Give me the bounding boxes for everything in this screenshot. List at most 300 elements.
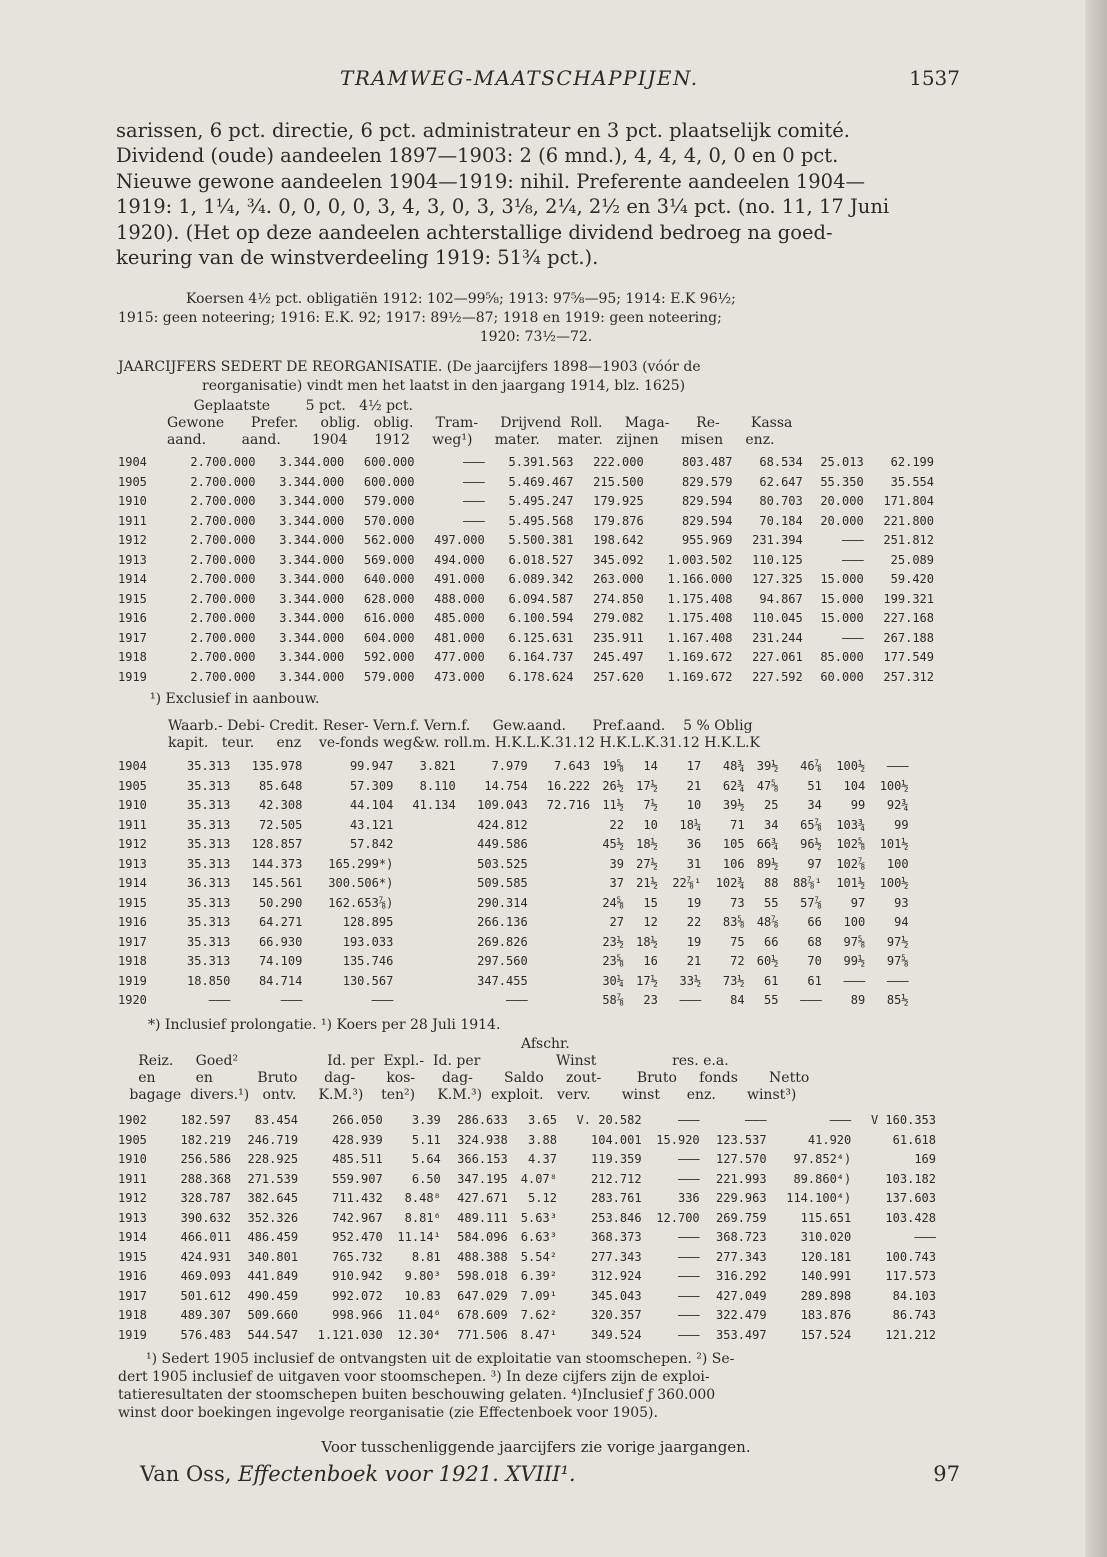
table-row [116, 1131, 938, 1151]
table-cell: 20.000 [820, 494, 864, 508]
table-row [116, 590, 936, 610]
row-year: 1905 [118, 474, 147, 489]
table-cell: 559.907 [332, 1171, 383, 1186]
table-cell: ——— [800, 993, 822, 1007]
table-cell: 72.716 [546, 798, 591, 812]
table-cell: 366.153 [457, 1152, 508, 1166]
table-cell: 235.911 [593, 630, 644, 645]
koersen-line: 1915: geen noteering; 1916: E.K. 92; 1917: 89½—87; 1918 en 1919: geen noteering; [118, 310, 722, 326]
table-cell: 183.876 [800, 1308, 852, 1322]
table-row [116, 609, 936, 629]
row-year: 1916 [118, 1269, 147, 1283]
table-cell [395, 933, 457, 953]
table-cell: 99½ [843, 954, 866, 968]
table-cell: 6.63³ [520, 1230, 557, 1244]
footer-book-title: Effectenboek voor 1921. XVIII¹. [238, 1462, 576, 1486]
table-cell: 39½ [722, 798, 745, 812]
table2-header-line: Waarb.- Debi- Credit. Reser- Vern.f. Vern.f. Gew.aand. Pref.aand. 5 % Oblig [168, 718, 753, 734]
row-year: 1915 [118, 1249, 147, 1264]
table-cell: 99 [894, 817, 909, 832]
table-row [116, 1150, 938, 1170]
table-cell: 263.000 [593, 572, 644, 586]
table-cell: 765.732 [332, 1249, 383, 1264]
table-cell: 2.700.000 [190, 591, 256, 606]
table-row [116, 570, 936, 590]
table-cell: 84 [730, 993, 745, 1007]
table-cell [530, 913, 592, 933]
table-cell: 320.357 [591, 1308, 642, 1322]
table-cell [911, 972, 916, 992]
table-cell: 102⅝ [836, 837, 866, 851]
table-cell: 89.860⁴) [793, 1171, 852, 1186]
table-cell: 106 [722, 856, 745, 871]
table-cell: 18½ [636, 934, 658, 949]
table-cell [530, 816, 592, 836]
table-cell [395, 816, 457, 836]
table-cell: 998.966 [332, 1308, 383, 1322]
table-cell: 3.344.000 [279, 650, 345, 664]
table-cell: 7.643 [554, 759, 591, 773]
table-cell: 7.979 [491, 759, 528, 773]
table-cell: 102¾ [715, 876, 745, 890]
table-cell: 25.013 [820, 455, 864, 469]
row-year: 1910 [118, 494, 147, 508]
table-cell: ——— [842, 552, 864, 567]
table-cell: 353.497 [716, 1327, 767, 1342]
table-cell: 469.093 [180, 1269, 232, 1283]
table-cell: 7.09¹ [520, 1288, 557, 1303]
table-cell [395, 835, 457, 855]
table-row [116, 855, 916, 875]
table-cell: 349.524 [591, 1327, 642, 1342]
table-cell: 51 [807, 778, 822, 793]
table-cell: 711.432 [332, 1191, 383, 1205]
table-cell: 24⅝ [602, 895, 624, 910]
table-cell: 58⅞ [602, 993, 624, 1007]
table-cell: 97 [807, 856, 822, 871]
table-cell: 368.723 [716, 1230, 767, 1244]
table-cell: 48¾ [722, 759, 745, 773]
table-cell: 2.700.000 [190, 630, 256, 645]
koersen-block [118, 290, 954, 347]
table-cell: 427.671 [457, 1191, 508, 1205]
row-year: 1913 [118, 856, 147, 871]
table-cell: 127.325 [752, 572, 803, 586]
table-cell [911, 913, 916, 933]
table-cell: 2.700.000 [190, 455, 256, 469]
table-cell: 11.04⁶ [397, 1308, 441, 1322]
table-cell: 35.313 [187, 856, 231, 871]
table-row [116, 473, 936, 493]
table-cell: 39 [609, 856, 624, 871]
table-cell: 39½ [756, 759, 779, 773]
table-cell: 312.924 [591, 1269, 642, 1283]
table-cell: 114.100⁴) [786, 1191, 852, 1205]
table-cell: 18½ [636, 837, 658, 851]
closing-note-line: ¹) Sedert 1905 inclusief de ontvangsten uit de exploitatie van stoomschepen. ²) Se- [146, 1351, 735, 1367]
table-cell [395, 855, 457, 875]
table-row [116, 874, 916, 894]
table-cell: 61.618 [892, 1132, 936, 1147]
table-cell: 15 [643, 895, 658, 910]
table-cell: 83⅝ [722, 915, 745, 929]
row-year: 1912 [118, 1191, 147, 1205]
table-cell: ——— [371, 993, 394, 1007]
table-cell: ——— [843, 973, 866, 988]
table-cell: 100½ [879, 876, 909, 890]
table-cell: 257.312 [883, 669, 934, 684]
table-cell: 6.178.624 [508, 669, 574, 684]
table-cell: 135.978 [251, 759, 303, 773]
table-cell: 3.88 [528, 1132, 557, 1147]
table-cell: 102⅞ [836, 856, 866, 871]
table-cell: 300.506*) [328, 876, 394, 890]
intro-line: 1920). (Het op deze aandeelen achterstallige dividend bedroeg na goed- [116, 220, 833, 244]
row-year: 1919 [118, 973, 147, 988]
table-cell: 6.094.587 [508, 591, 574, 606]
table-cell: 494.000 [434, 552, 485, 567]
table-cell: 42.308 [258, 798, 303, 812]
table-cell: 23⅝ [602, 954, 624, 968]
table-cell: 3.65 [528, 1113, 557, 1127]
table-cell: 8.81 [411, 1249, 441, 1264]
table-cell: 35.313 [187, 759, 231, 773]
table3 [116, 1111, 938, 1345]
table-cell: 19 [686, 895, 702, 910]
table-cell: 104 [843, 778, 866, 793]
table-cell: 231.244 [752, 630, 803, 645]
table-cell: 103.182 [885, 1171, 936, 1186]
table-row [116, 777, 916, 797]
table-cell: ——— [677, 1327, 700, 1342]
table-cell: 6.164.737 [508, 650, 574, 664]
table-cell: 251.812 [883, 533, 934, 547]
table-cell: 66¾ [756, 837, 779, 851]
table-cell: 22⅞¹ [672, 876, 702, 890]
table-cell: 22 [609, 817, 624, 832]
table-cell: 100 [843, 915, 866, 929]
table-cell: 8.48⁸ [404, 1191, 441, 1205]
table-cell: 18¼ [679, 817, 702, 832]
table-cell: 89½ [756, 856, 779, 871]
table-cell: 55 [764, 993, 779, 1007]
table-cell: 94.867 [759, 591, 803, 606]
table-cell: 584.096 [457, 1230, 508, 1244]
table-cell [911, 816, 916, 836]
row-year: 1911 [118, 1171, 147, 1186]
table-cell: 279.082 [593, 611, 644, 625]
table2-header [168, 718, 760, 752]
table-cell: 231.394 [752, 533, 803, 547]
table-cell: 93 [894, 895, 909, 910]
table-cell: 41.920 [807, 1132, 852, 1147]
table-cell: 99 [850, 798, 866, 812]
table1-header-line: aand. aand. 1904 1912 weg¹) mater. mater. zijnen misen enz. [118, 432, 775, 448]
table-cell: 5.495.568 [508, 513, 574, 528]
table1-header [118, 398, 792, 449]
row-year: 1911 [118, 513, 147, 528]
table-row [116, 1170, 938, 1190]
footer-author: Van Oss, [140, 1462, 239, 1486]
table-cell: 44.104 [349, 798, 394, 812]
table-cell: 6.089.342 [508, 572, 574, 586]
table-cell: 57.842 [349, 837, 394, 851]
table3-header-line: bagage divers.¹) ontv. K.M.³) ten²) K.M.³) exploit. verv. winst enz. winst³) [116, 1087, 797, 1103]
table-cell: 221.800 [883, 513, 934, 528]
row-year: 1918 [118, 1308, 147, 1322]
table-cell: 324.938 [457, 1132, 508, 1147]
table-cell: 66 [807, 915, 822, 929]
table2 [116, 757, 916, 1011]
table-cell: 17 [686, 759, 702, 773]
table-cell: 193.033 [342, 934, 394, 949]
intro-line: sarissen, 6 pct. directie, 6 pct. administrateur en 3 pct. plaatselijk comité. [116, 119, 850, 142]
table-cell: 271.539 [247, 1171, 299, 1186]
table-cell: 1.167.408 [667, 630, 733, 645]
intro-line: keuring van de winstverdeeling 1919: 51¾ pct.). [116, 246, 599, 270]
table-cell: 25.089 [890, 552, 934, 567]
table-row [116, 629, 936, 649]
table-row [116, 1248, 938, 1268]
table-cell: 68.534 [759, 455, 803, 469]
table-cell: 509.660 [247, 1308, 299, 1322]
table-cell: 100½ [836, 759, 866, 773]
table-row [116, 816, 916, 836]
table-cell: 86.743 [892, 1308, 936, 1322]
table-cell: 88⅞¹ [792, 876, 822, 890]
table-cell: 297.560 [477, 954, 528, 968]
table-cell: 35.313 [187, 915, 231, 929]
table-cell: ——— [463, 494, 485, 508]
row-year: 1918 [118, 650, 147, 664]
table-cell: 328.787 [180, 1191, 232, 1205]
table-cell: 503.525 [477, 856, 528, 871]
table-cell: 47⅝ [756, 778, 779, 793]
table-cell: 8.81⁶ [404, 1210, 441, 1225]
table-cell: 73½ [722, 973, 745, 988]
table-cell: 227.061 [752, 650, 803, 664]
jaarcijfers-line: reorganisatie) vindt men het laatst in den jaargang 1914, blz. 1625) [202, 378, 686, 394]
table-cell: ——— [677, 1171, 700, 1186]
table-cell: 57.309 [349, 778, 394, 793]
table-cell [911, 855, 916, 875]
table-cell: 5.54² [520, 1249, 557, 1264]
row-year: 1915 [118, 895, 147, 910]
table-cell [911, 952, 916, 972]
table-cell: 952.470 [332, 1230, 383, 1244]
table-cell: 1.003.502 [667, 552, 733, 567]
table-row [116, 492, 936, 512]
table-cell: 16 [643, 954, 658, 968]
table-cell: 477.000 [434, 650, 485, 664]
table-row [116, 512, 936, 532]
table-cell: 742.967 [332, 1210, 383, 1225]
table-cell: 488.000 [434, 591, 485, 606]
table-cell: 266.050 [332, 1113, 383, 1127]
table-cell: 15.920 [656, 1132, 700, 1147]
table-cell: V. 20.582 [576, 1113, 642, 1127]
table-cell: 18.850 [187, 973, 231, 988]
table-cell: 212.712 [591, 1171, 642, 1186]
table-cell: 36 [686, 837, 702, 851]
table-cell: 41.134 [412, 798, 456, 812]
table-cell: 347.455 [477, 973, 528, 988]
row-year: 1912 [118, 837, 147, 851]
table-cell: 57⅞ [800, 895, 822, 910]
table-cell: 70.184 [759, 513, 803, 528]
table-cell: 71 [730, 817, 745, 832]
table-cell: 424.931 [180, 1249, 232, 1264]
table-cell: 144.373 [251, 856, 303, 871]
table-cell: 7½ [643, 798, 658, 812]
row-year: 1919 [118, 669, 147, 684]
row-year: 1913 [118, 1210, 147, 1225]
table-cell: 2.700.000 [190, 572, 256, 586]
table-row [116, 972, 916, 992]
table-cell: ——— [677, 1113, 700, 1127]
table-cell: 43.121 [349, 817, 394, 832]
table-cell: 64.271 [258, 915, 303, 929]
table-cell: 121.212 [885, 1327, 936, 1342]
table-cell: 21½ [636, 876, 658, 890]
table-cell: 562.000 [363, 533, 415, 547]
table-cell: 35.313 [187, 934, 231, 949]
table-cell: 68 [807, 934, 822, 949]
table-cell: 171.804 [883, 494, 934, 508]
table-cell: ——— [463, 474, 485, 489]
table-cell: 3.344.000 [279, 494, 345, 508]
table-row [116, 1287, 938, 1307]
table-cell: 1.166.000 [667, 572, 733, 586]
table-cell: 6.125.631 [508, 630, 574, 645]
table-cell: ——— [842, 630, 864, 645]
table-cell: 576.483 [180, 1327, 232, 1342]
table-cell: 110.125 [752, 552, 803, 567]
table-cell: 489.111 [457, 1210, 508, 1225]
koersen-line: Koersen 4½ pct. obligatiën 1912: 102—99⅝; 1913: 97⅝—95; 1914: E.K 96½; [186, 291, 736, 307]
table-cell: 3.344.000 [279, 513, 345, 528]
table-cell: 340.801 [247, 1249, 299, 1264]
table-cell: 73 [730, 895, 745, 910]
table-cell: 19 [686, 934, 702, 949]
table-cell: 10 [643, 817, 658, 832]
table-cell: 115.651 [800, 1210, 852, 1225]
table-cell: 100½ [879, 778, 909, 793]
table-cell: 179.925 [593, 494, 644, 508]
table-cell: 15.000 [820, 611, 864, 625]
jaarcijfers-line: JAARCIJFERS SEDERT DE REORGANISATIE. (De jaarcijfers 1898—1903 (vóór de [118, 359, 701, 375]
table-cell: 253.846 [591, 1210, 642, 1225]
table-cell: 3.344.000 [279, 455, 345, 469]
table-cell: 94 [894, 915, 909, 929]
table-cell: 36.313 [187, 876, 231, 890]
table-cell: 103¾ [836, 817, 866, 832]
table-row [116, 835, 916, 855]
row-year: 1904 [118, 759, 147, 773]
table-cell: 85½ [886, 993, 909, 1007]
table-cell: 55 [764, 895, 779, 910]
table-cell: 441.849 [247, 1269, 299, 1283]
table-cell: 5.63³ [520, 1210, 557, 1225]
table-cell [395, 952, 457, 972]
table-cell: 598.018 [457, 1269, 508, 1283]
table-cell: 6.50 [411, 1171, 441, 1186]
table-cell [911, 991, 916, 1011]
table-cell: 60½ [756, 954, 779, 968]
table-cell: ——— [677, 1269, 700, 1283]
table-cell: 5.469.467 [508, 474, 574, 489]
table-cell: 62.647 [759, 474, 803, 489]
table1-header-line: Geplaatste 5 pct. 4½ pct. [118, 398, 413, 414]
table-cell: 61 [764, 973, 779, 988]
table-cell: 11½ [602, 798, 624, 812]
table-cell: 177.549 [883, 650, 934, 664]
table-cell: 771.506 [457, 1327, 508, 1342]
table-cell: 6.39² [520, 1269, 557, 1283]
table-cell: 322.479 [716, 1308, 767, 1322]
page-edge-shadow [1085, 0, 1107, 1557]
table-cell: 85.000 [820, 650, 864, 664]
table-cell: 288.368 [180, 1171, 232, 1186]
table-cell: 3.39 [411, 1113, 441, 1127]
table-cell: ——— [842, 533, 864, 547]
table-cell: 5.12 [528, 1191, 557, 1205]
table-row [116, 453, 936, 473]
table-cell: 481.000 [434, 630, 485, 645]
row-year: 1902 [118, 1113, 147, 1127]
intro-line: Nieuwe gewone aandeelen 1904—1919: nihil. Preferente aandeelen 1904— [116, 169, 865, 193]
table-cell: 15.000 [820, 572, 864, 586]
row-year: 1904 [118, 455, 147, 469]
table-cell [911, 933, 916, 953]
closing-note-line: tatieresultaten der stoomschepen buiten beschouwing gelaten. ⁴)Inclusief ƒ 360.000 [118, 1387, 716, 1403]
table-cell: 84.714 [258, 973, 303, 988]
table-cell: 2.700.000 [190, 650, 256, 664]
table-cell: 27½ [636, 856, 658, 871]
table-cell: 509.585 [477, 876, 528, 890]
table-cell: 829.579 [681, 474, 733, 489]
table-cell: 803.487 [681, 455, 733, 469]
table-cell: 46⅞ [800, 759, 822, 773]
table-cell: 92¾ [886, 798, 909, 812]
table-cell: 473.000 [434, 669, 485, 684]
row-year: 1917 [118, 630, 147, 645]
table-row [116, 668, 936, 688]
table-cell: 130.567 [342, 973, 394, 988]
row-year: 1911 [118, 817, 147, 832]
table-cell: ——— [208, 993, 231, 1007]
table-cell: 103.428 [885, 1210, 936, 1225]
table-cell: 88 [764, 876, 779, 890]
table-cell: 35.313 [187, 895, 231, 910]
table-cell: 628.000 [363, 591, 415, 606]
table-cell [530, 972, 592, 992]
table-cell: 27 [609, 915, 624, 929]
table-cell: 640.000 [363, 572, 415, 586]
table-row [116, 894, 916, 914]
table-cell: ——— [677, 1152, 700, 1166]
table-cell: 119.359 [591, 1152, 642, 1166]
table-cell: 829.594 [681, 494, 733, 508]
table-cell: 277.343 [716, 1249, 767, 1264]
table3-header-line: en en Bruto dag- kos- dag- Saldo zout- Bruto fonds Netto [116, 1070, 810, 1086]
table-cell: 12.30⁴ [397, 1327, 441, 1342]
table-cell: 140.991 [800, 1269, 852, 1283]
row-year: 1914 [118, 1230, 147, 1244]
table-cell: 616.000 [363, 611, 415, 625]
table-cell: 12 [643, 915, 658, 929]
table-cell: 72.505 [258, 817, 303, 832]
